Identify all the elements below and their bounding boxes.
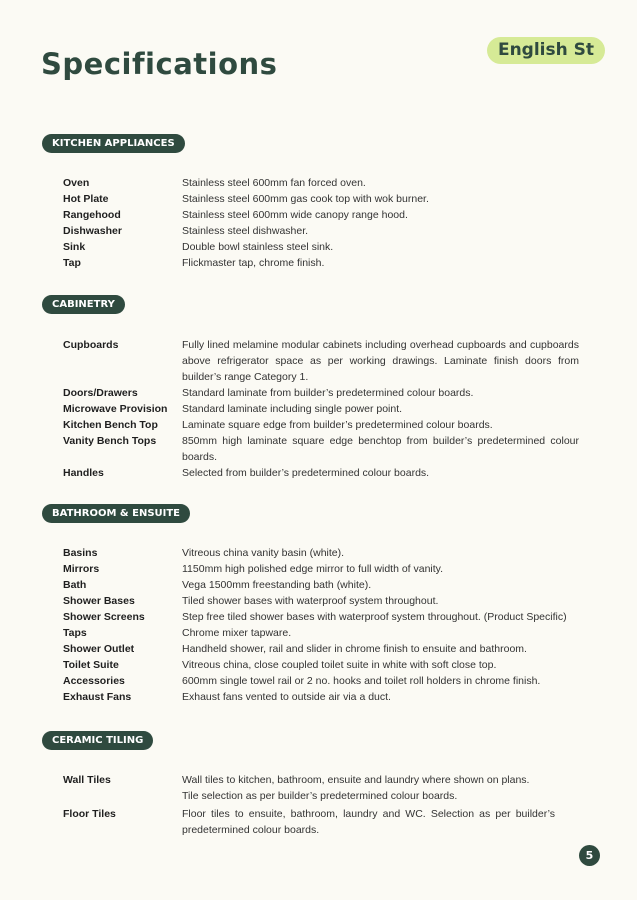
spec-label: Floor Tiles [63, 808, 116, 820]
cabinetry-list [63, 337, 579, 481]
spec-value: Fully lined melamine modular cabinets including overhead cupboards and cupboards above refrigerator space as per working drawings. Laminate finish doors from builder’s range Category 1. [182, 339, 579, 383]
spec-value: 600mm single towel rail or 2 no. hooks and toilet roll holders in chrome finish. [182, 675, 541, 687]
spec-row [63, 417, 579, 433]
spec-value: Selected from builder’s predetermined colour boards. [182, 467, 430, 479]
spec-row [63, 772, 579, 804]
spec-row [63, 689, 579, 705]
spec-label: Rangehood [63, 209, 121, 221]
spec-row [63, 625, 579, 641]
spec-row [63, 255, 579, 271]
spec-label: Wall Tiles [63, 774, 111, 786]
spec-label: Accessories [63, 675, 125, 687]
spec-label: Hot Plate [63, 193, 109, 205]
spec-value: Vega 1500mm freestanding bath (white). [182, 579, 372, 591]
page-number: 5 [579, 845, 600, 866]
spec-row [63, 207, 579, 223]
spec-value: Standard laminate from builder’s predetermined colour boards. [182, 387, 474, 399]
spec-value: 1150mm high polished edge mirror to full width of vanity. [182, 563, 444, 575]
spec-value: Chrome mixer tapware. [182, 627, 292, 639]
spec-label: Tap [63, 257, 81, 269]
spec-label: Taps [63, 627, 87, 639]
spec-label: Shower Screens [63, 611, 145, 623]
spec-label: Vanity Bench Tops [63, 435, 157, 447]
spec-label: Shower Outlet [63, 643, 135, 655]
spec-label: Kitchen Bench Top [63, 419, 158, 431]
spec-value: Stainless steel dishwasher. [182, 225, 309, 237]
spec-row [63, 561, 579, 577]
spec-row [63, 806, 579, 838]
spec-label: Bath [63, 579, 87, 591]
spec-value: Stainless steel 600mm fan forced oven. [182, 177, 366, 189]
spec-label: Basins [63, 547, 98, 559]
spec-label: Shower Bases [63, 595, 135, 607]
spec-label: Exhaust Fans [63, 691, 132, 703]
spec-value: Step free tiled shower bases with waterproof system throughout. (Product Specific) [182, 611, 567, 623]
spec-value: Stainless steel 600mm wide canopy range hood. [182, 209, 408, 221]
section-heading-kitchen-appliances: KITCHEN APPLIANCES [42, 134, 185, 153]
spec-value-line: Wall tiles to kitchen, bathroom, ensuite and laundry where shown on plans. [182, 774, 530, 786]
spec-row [63, 385, 579, 401]
spec-value: Stainless steel 600mm gas cook top with wok burner. [182, 193, 429, 205]
spec-label: Doors/Drawers [63, 387, 138, 399]
spec-row [63, 465, 579, 481]
spec-label: Toilet Suite [63, 659, 119, 671]
spec-row [63, 239, 579, 255]
spec-row [63, 593, 579, 609]
spec-value [182, 772, 579, 804]
spec-value-line: Tile selection as per builder’s predetermined colour boards. [182, 790, 458, 802]
spec-value: 850mm high laminate square edge benchtop from builder’s predetermined colour boards. [182, 435, 579, 463]
section-heading-bathroom-ensuite: BATHROOM & ENSUITE [42, 504, 190, 523]
spec-row [63, 609, 579, 625]
spec-row [63, 223, 579, 239]
kitchen-appliances-list [63, 175, 579, 271]
spec-label: Oven [63, 177, 90, 189]
spec-value: Exhaust fans vented to outside air via a duct. [182, 691, 391, 703]
spec-row [63, 657, 579, 673]
spec-label: Dishwasher [63, 225, 122, 237]
ceramic-tiling-list [63, 772, 579, 838]
section-heading-ceramic-tiling: CERAMIC TILING [42, 731, 153, 750]
spec-label: Handles [63, 467, 104, 479]
bathroom-ensuite-list [63, 545, 579, 705]
spec-value: Tiled shower bases with waterproof system throughout. [182, 595, 439, 607]
spec-value: Handheld shower, rail and slider in chrome finish to ensuite and bathroom. [182, 643, 527, 655]
spec-row [63, 545, 579, 561]
spec-label: Sink [63, 241, 86, 253]
spec-row [63, 641, 579, 657]
spec-row [63, 401, 579, 417]
spec-row [63, 337, 579, 385]
spec-row [63, 673, 579, 689]
street-badge: English St [487, 37, 605, 64]
spec-value: Standard laminate including single power point. [182, 403, 403, 415]
spec-label: Mirrors [63, 563, 100, 575]
spec-label: Microwave Provision [63, 403, 168, 415]
spec-row [63, 175, 579, 191]
page-title: Specifications [41, 47, 278, 81]
spec-row [63, 191, 579, 207]
spec-value: Vitreous china vanity basin (white). [182, 547, 345, 559]
spec-value: Laminate square edge from builder’s predetermined colour boards. [182, 419, 493, 431]
section-heading-cabinetry: CABINETRY [42, 295, 125, 314]
spec-row [63, 433, 579, 465]
spec-value: Double bowl stainless steel sink. [182, 241, 334, 253]
spec-row [63, 577, 579, 593]
spec-value: Vitreous china, close coupled toilet suite in white with soft close top. [182, 659, 497, 671]
spec-value: Flickmaster tap, chrome finish. [182, 257, 325, 269]
spec-label: Cupboards [63, 339, 119, 351]
spec-value: Floor tiles to ensuite, bathroom, laundry and WC. Selection as per builder’s predetermined colour boards. [182, 808, 555, 836]
